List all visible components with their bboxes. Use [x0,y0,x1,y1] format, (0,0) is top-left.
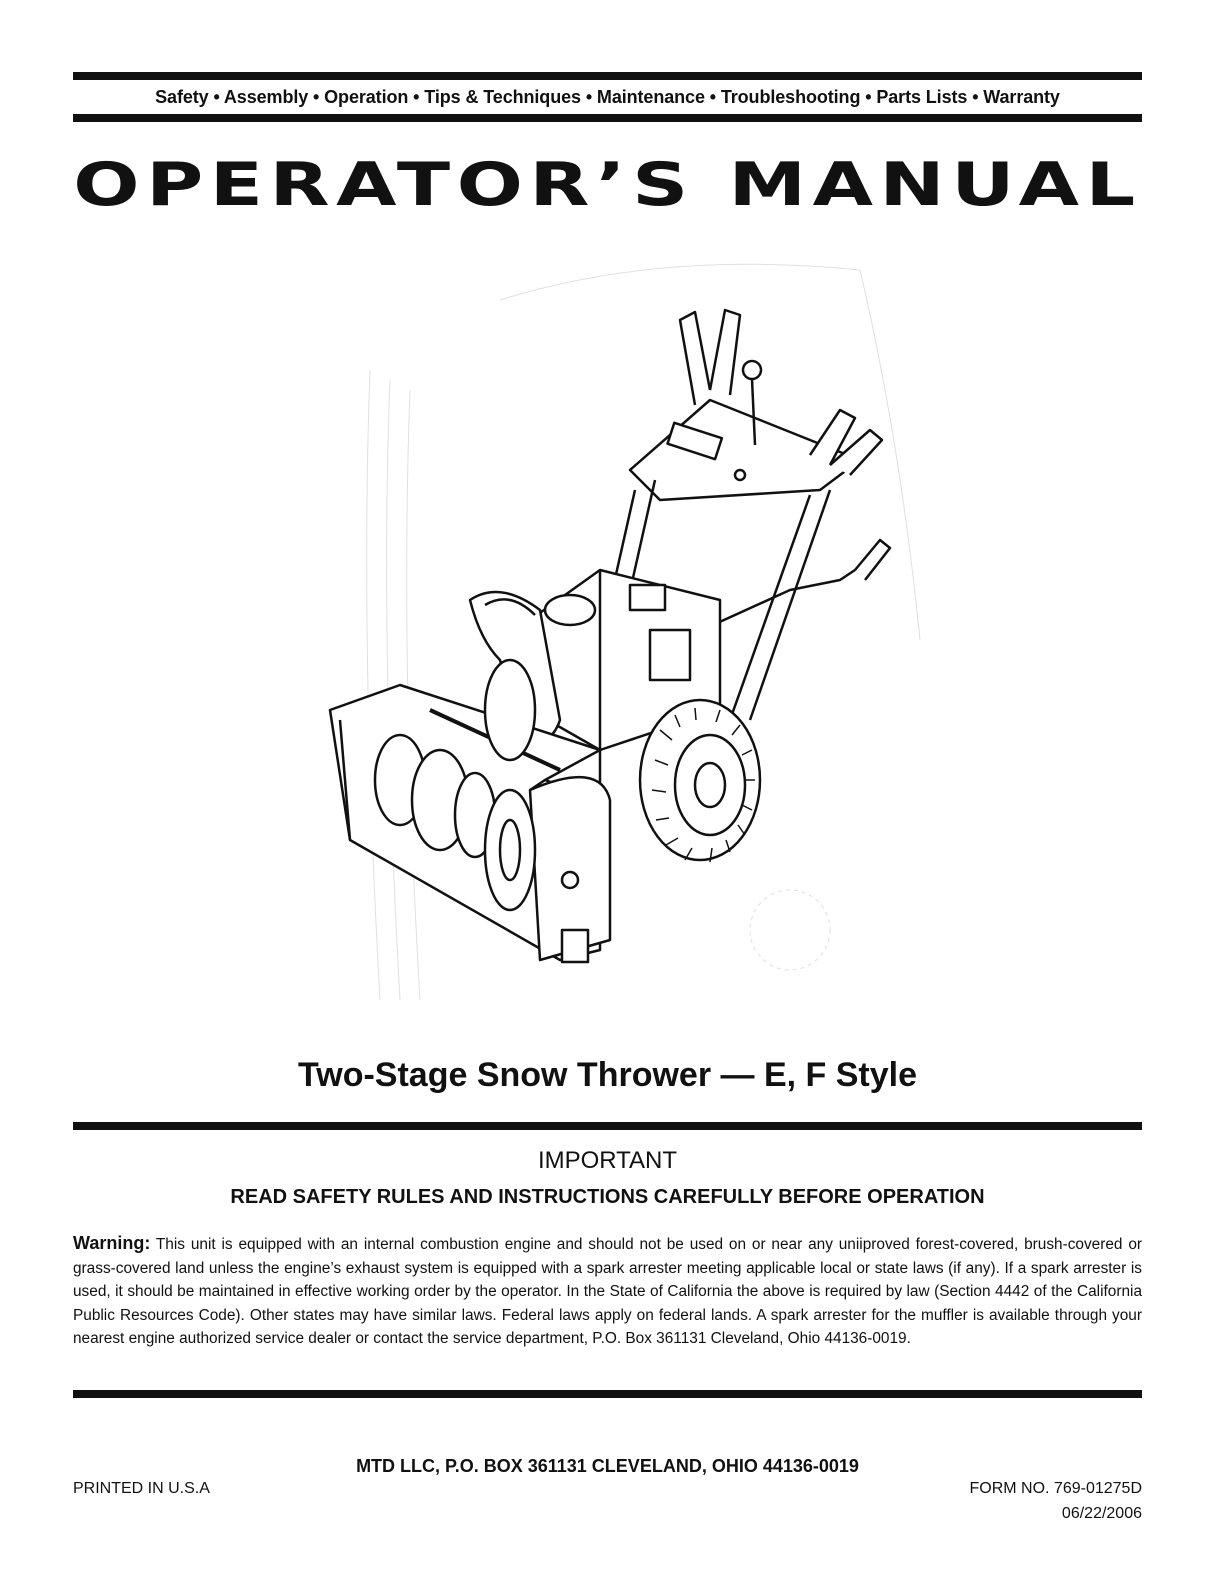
printed-in: PRINTED IN U.S.A [73,1480,210,1497]
top-rule [73,72,1142,80]
page-title: OPERATOR’S MANUAL [73,150,1142,220]
warning-paragraph [73,1232,1142,1351]
section-nav: Safety • Assembly • Operation • Tips & Techniques • Maintenance • Troubleshooting • Parts Lists • Warranty [155,86,1060,107]
section-rule-1 [73,1122,1142,1130]
warning-text: This unit is equipped with an internal combustion engine and should not be used on or near any uniiproved forest-covered, brush-covered or grass-covered land unless the engine’s exhaust system is equipped with a spark arrester meeting applicable local or state laws (if any). If a spark arrester is used, it should be maintained in effective working order by the operator. In the State of California the above is required by law (Section 4442 of the California Public Resources Code). Other states may have similar laws. Federal laws apply on federal lands. A spark arrester for the muffler is available through your nearest engine authorized service dealer or contact the service department, P.O. Box 361131 Cleveland, Ohio 44136-0019. [73,1236,1143,1347]
form-number: FORM NO. 769-01275D [969,1480,1142,1497]
company-address: MTD LLC, P.O. BOX 361131 CLEVELAND, OHIO 44136-0019 [356,1456,859,1476]
snow-thrower-illustration [300,240,940,1010]
nav-bottom-rule [73,114,1142,122]
section-rule-2 [73,1390,1142,1398]
important-heading: IMPORTANT [537,1147,678,1174]
warning-label: Warning: [73,1233,151,1253]
read-safety-heading: READ SAFETY RULES AND INSTRUCTIONS CAREFULLY BEFORE OPERATION [230,1186,985,1208]
form-date: 06/22/2006 [1061,1505,1142,1522]
product-subtitle: Two-Stage Snow Thrower — E, F Style [298,1056,917,1094]
